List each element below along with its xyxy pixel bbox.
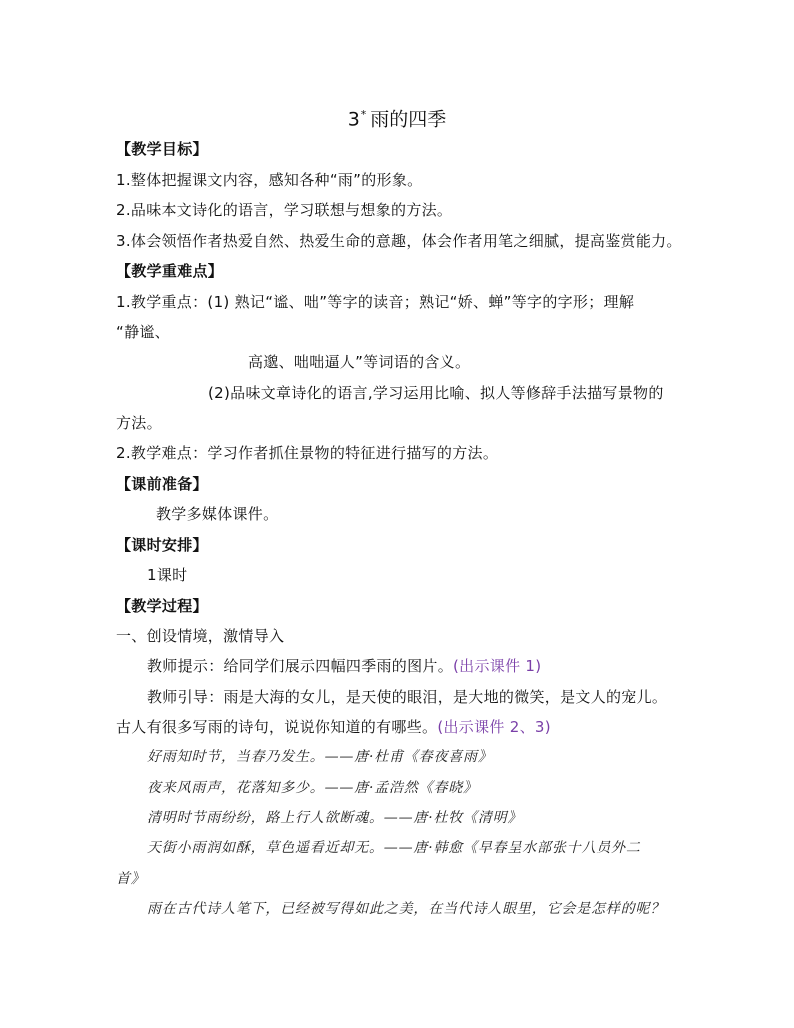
keypoint-text: 方法。	[116, 414, 162, 432]
closing-text: 雨在古代诗人笔下，已经被写得如此之美，在当代诗人眼里，它会是怎样的呢？	[147, 901, 665, 917]
lesson-title	[0, 103, 794, 131]
keypoint-text: 1.教学重点：(1) 熟记“谧、咄”等字的读音；熟记“娇、蝉”等字的字形；理解	[116, 293, 635, 311]
teacher-guide-text: 古人有很多写雨的诗句，说说你知道的有哪些。	[116, 718, 438, 736]
poem-line: 天街小雨润如酥，草色遥看近却无。——唐·韩愈《早春呈水部张十八员外二	[147, 840, 641, 856]
keypoint-text: (2)品味文章诗化的语言,学习运用比喻、拟人等修辞手法描写景物的	[208, 384, 664, 402]
teacher-hint-text: 教师提示：给同学们展示四幅四季雨的图片。	[147, 657, 454, 675]
poem-line: 首》	[116, 871, 146, 887]
goal-item: 3.体会领悟作者热爱自然、热爱生命的意趣，体会作者用笔之细腻，提高鉴赏能力。	[116, 232, 682, 250]
keypoint-text: 高邈、咄咄逼人”等词语的含义。	[248, 353, 471, 371]
schedule-text: 1课时	[147, 566, 188, 584]
teacher-guide-cont	[116, 717, 551, 737]
goal-item: 1.整体把握课文内容，感知各种“雨”的形象。	[116, 171, 423, 189]
lesson-number: 3	[347, 108, 360, 131]
process-heading: 【教学过程】	[116, 597, 208, 615]
courseware-note: (出示课件 2、3)	[437, 718, 551, 736]
self-study-mark: *	[360, 108, 367, 121]
goals-heading: 【教学目标】	[116, 140, 208, 158]
schedule-heading: 【课时安排】	[116, 536, 208, 554]
step-heading: 一、创设情境，激情导入	[116, 627, 285, 645]
prep-heading: 【课前准备】	[116, 475, 208, 493]
teacher-guide: 教师引导：雨是大海的女儿，是天使的眼泪，是大地的微笑，是文人的宠儿。	[147, 688, 668, 706]
poem-line: 清明时节雨纷纷，路上行人欲断魂。——唐·杜牧《清明》	[147, 810, 523, 826]
goal-item: 2.品味本文诗化的语言，学习联想与想象的方法。	[116, 201, 453, 219]
keypoint-text: “静谧、	[116, 323, 170, 341]
prep-text: 教学多媒体课件。	[156, 505, 279, 523]
courseware-note: (出示课件 1)	[453, 657, 542, 675]
poem-line: 好雨知时节，当春乃发生。——唐·杜甫《春夜喜雨》	[147, 749, 493, 765]
keypoints-heading: 【教学重难点】	[116, 262, 224, 280]
teacher-hint	[147, 656, 541, 676]
poem-line: 夜来风雨声，花落知多少。——唐·孟浩然《春晓》	[147, 780, 478, 796]
lesson-name: 雨的四季	[370, 108, 447, 131]
difficulty-text: 2.教学难点：学习作者抓住景物的特征进行描写的方法。	[116, 444, 499, 462]
